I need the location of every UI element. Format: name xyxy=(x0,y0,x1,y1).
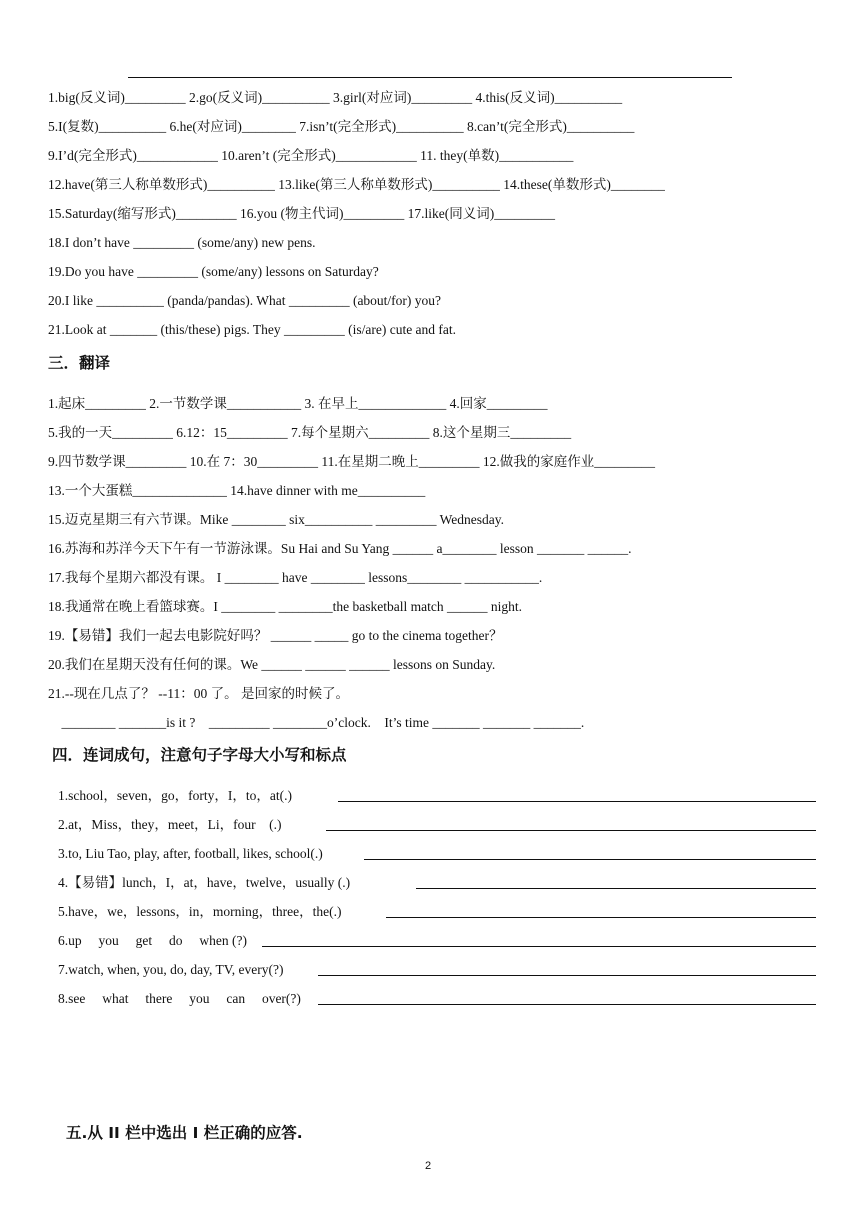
s4-item-5: 5.have，we，lessons，in，morning，three，the(.) xyxy=(58,904,342,919)
s4-answer-line-6 xyxy=(262,946,816,947)
s3-item-7: 17.我每个星期六都没有课。 I ________ have ________ lessons________ ___________. xyxy=(48,570,543,585)
s3-item-11-answer: ________ _______is it ? _________ ________o’clock. It’s time _______ _______ _______. xyxy=(48,715,585,730)
s2-item-4: 12.have(第三人称单数形式)__________ 13.like(第三人称单数形式)__________ 14.these(单数形式)________ xyxy=(48,177,665,192)
s2-item-6: 18.I don’t have _________ (some/any) new pens. xyxy=(48,235,316,250)
s2-item-9: 21.Look at _______ (this/these) pigs. They _________ (is/are) cute and fat. xyxy=(48,322,457,337)
section5-heading: 五.从 II 栏中选出 I 栏正确的应答. xyxy=(66,1124,303,1142)
s3-item-9: 19.【易错】我们一起去电影院好吗？ ______ _____ go to the cinema together？ xyxy=(48,628,503,643)
page-number: 2 xyxy=(425,1160,432,1172)
section4-heading: 四．连词成句，注意句子字母大小写和标点 xyxy=(52,746,347,764)
s3-item-4: 13.一个大蛋糕______________ 14.have dinner with me__________ xyxy=(48,483,426,498)
s4-item-8: 8.see what there you can over(?) xyxy=(58,991,301,1006)
s4-answer-line-5 xyxy=(386,917,816,918)
s2-item-1: 1.big(反义词)_________ 2.go(反义词)__________ 3.girl(对应词)_________ 4.this(反义词)__________ xyxy=(48,90,623,105)
s3-item-8: 18.我通常在晚上看篮球赛。I ________ ________the basketball match ______ night. xyxy=(48,599,522,614)
s3-item-10: 20.我们在星期天没有任何的课。We ______ ______ ______ lessons on Sunday. xyxy=(48,657,496,672)
s2-item-3: 9.I’d(完全形式)____________ 10.aren’t (完全形式)____________ 11. they(单数)___________ xyxy=(48,148,574,163)
s2-item-7: 19.Do you have _________ (some/any) lessons on Saturday? xyxy=(48,264,379,279)
s3-item-11: 21.--现在几点了？ --11：00 了。 是回家的时候了。 xyxy=(48,686,349,701)
s4-answer-line-7 xyxy=(318,975,816,976)
section3-heading: 三．翻译 xyxy=(48,354,111,372)
s2-item-5: 15.Saturday(缩写形式)_________ 16.you (物主代词)_________ 17.like(同义词)_________ xyxy=(48,206,555,221)
s4-answer-line-4 xyxy=(416,888,816,889)
s2-item-8: 20.I like __________ (panda/pandas). What _________ (about/for) you? xyxy=(48,293,442,308)
s4-item-6: 6.up you get do when (?) xyxy=(58,933,247,948)
s3-item-2: 5.我的一天_________ 6.12：15_________ 7.每个星期六_________ 8.这个星期三_________ xyxy=(48,425,572,440)
s2-item-2: 5.I(复数)__________ 6.he(对应词)________ 7.isn’t(完全形式)__________ 8.can’t(完全形式)__________ xyxy=(48,119,635,134)
s4-answer-line-2 xyxy=(326,830,816,831)
s4-item-3: 3.to, Liu Tao, play, after, football, likes, school(.) xyxy=(58,846,323,861)
s4-item-7: 7.watch, when, you, do, day, TV, every(?) xyxy=(58,962,284,977)
s4-item-1: 1.school，seven，go，forty，I，to，at(.) xyxy=(58,788,292,803)
s4-answer-line-8 xyxy=(318,1004,816,1005)
s4-item-2: 2.at，Miss，they，meet，Li，four (.) xyxy=(58,817,282,832)
s3-item-3: 9.四节数学课_________ 10.在 7：30_________ 11.在星期二晚上_________ 12.做我的家庭作业_________ xyxy=(48,454,655,469)
top-rule xyxy=(128,77,732,78)
s4-item-4: 4.【易错】lunch，I，at，have，twelve，usually (.) xyxy=(58,875,351,890)
s4-answer-line-1 xyxy=(338,801,816,802)
s4-answer-line-3 xyxy=(364,859,816,860)
s3-item-5: 15.迈克星期三有六节课。Mike ________ six__________ _________ Wednesday. xyxy=(48,512,505,527)
s3-item-6: 16.苏海和苏洋今天下午有一节游泳课。Su Hai and Su Yang ______ a________ lesson _______ ______. xyxy=(48,541,632,556)
s3-item-1: 1.起床_________ 2.一节数学课___________ 3. 在早上_____________ 4.回家_________ xyxy=(48,396,548,411)
